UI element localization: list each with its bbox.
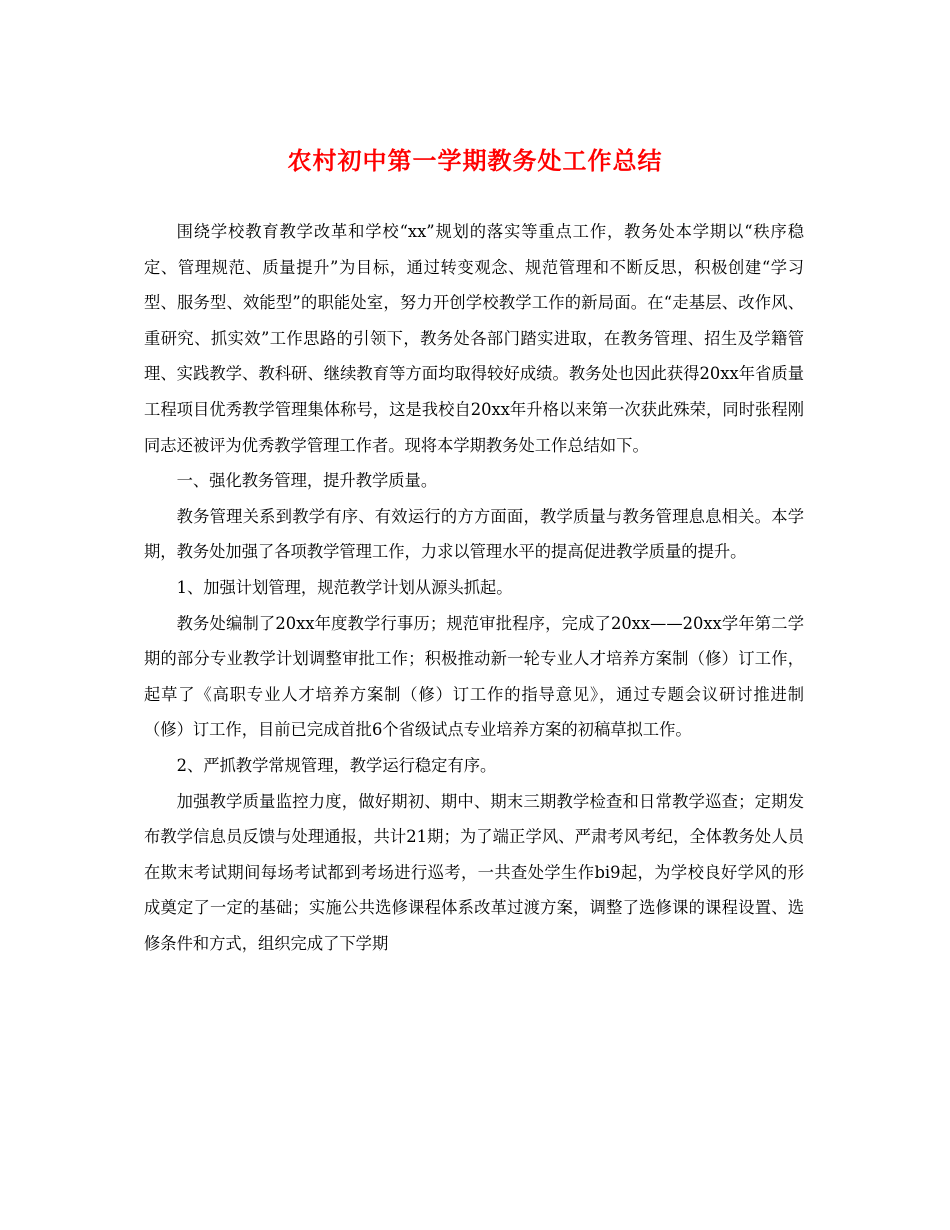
paragraph-intro: 围绕学校教育教学改革和学校“xx”规划的落实等重点工作，教务处本学期以“秩序稳定、管理规范、质量提升”为目标，通过转变观念、规范管理和不断反思，积极创建“学习型、服务型、效能型”的职能处室，努力开创学校教学工作的新局面。在“走基层、改作风、重研究、抓实效”工作思路的引领下，教务处各部门踏实进取，在教务管理、招生及学籍管理、实践教学、教科研、继续教育等方面均取得较好成绩。教务处也因此获得20xx年省质量工程项目优秀教学管理集体称号，这是我校自20xx年升格以来第一次获此殊荣，同时张程刚同志还被评为优秀教学管理工作者。现将本学期教务处工作总结如下。 [144, 222, 804, 455]
subsection-heading-2: 2、严抓教学常规管理，教学运行稳定有序。 [176, 755, 497, 775]
paragraph-subsection-2: 加强教学质量监控力度，做好期初、期中、期末三期教学检查和日常教学巡查；定期发布教学信息员反馈与处理通报，共计21期；为了端正学风、严肃考风考纪，全体教务处人员在欺末考试期间每场考试都到考场进行巡考，一共查处学生作bi9起，为学校良好学风的形成奠定了一定的基础；实施公共选修课程体系改革过渡方案，调整了选修课的课程设置、选修条件和方式，组织完成了下学期 [144, 791, 804, 953]
document-title: 农村初中第一学期教务处工作总结 [287, 146, 663, 175]
document-body [144, 214, 804, 961]
section-heading-1: 一、强化教务管理，提升教学质量。 [176, 471, 438, 491]
paragraph-section-1: 教务管理关系到教学有序、有效运行的方方面面，教学质量与教务管理息息相关。本学期，教务处加强了各项教学管理工作，力求以管理水平的提高促进教学质量的提升。 [144, 506, 804, 562]
paragraph-subsection-1: 教务处编制了20xx年度教学行事历；规范审批程序，完成了20xx——20xx学年第二学期的部分专业教学计划调整审批工作；积极推动新一轮专业人才培养方案制（修）订工作，起草了《高职专业人才培养方案制（修）订工作的指导意见》，通过专题会议研讨推进制（修）订工作，目前已完成首批6个省级试点专业培养方案的初稿草拟工作。 [144, 613, 804, 740]
subsection-heading-1: 1、加强计划管理，规范教学计划从源头抓起。 [176, 577, 513, 597]
